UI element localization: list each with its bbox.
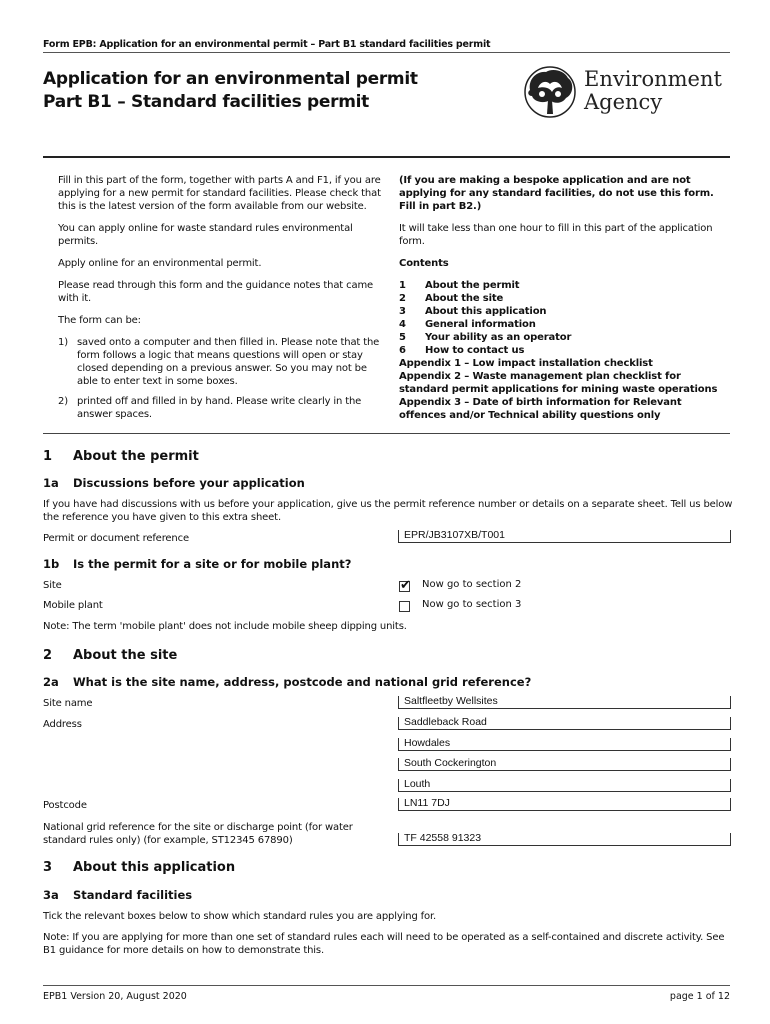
intro-paragraph: Fill in this part of the form, together with parts A and F1, if you are applying for a new permit for standard facilities. Please check that this is the latest version of the form available from our website.	[58, 175, 381, 212]
contents-item[interactable]: 2 About the site	[399, 293, 504, 304]
page-title	[43, 68, 418, 114]
contents-item[interactable]: 6 How to contact us	[399, 345, 525, 356]
appendix-link[interactable]: Appendix 2 – Waste management plan checklist for standard permit applications for mining waste operations	[399, 371, 718, 395]
apply-online-text: Apply online for an environmental permit.	[58, 258, 262, 269]
running-header: Form EPB: Application for an environmental permit – Part B1 standard facilities permit	[43, 39, 491, 50]
question-3a-text: Tick the relevant boxes below to show which standard rules you are applying for.	[43, 911, 437, 922]
appendix-link[interactable]: Appendix 3 – Date of birth information for Relevant offences and/or Technical ability questions only	[399, 397, 682, 421]
site-go-to-note: Now go to section 2	[422, 579, 522, 590]
mobile-plant-go-to-note: Now go to section 3	[422, 599, 522, 610]
tree-emblem-icon	[522, 66, 578, 118]
question-3a-note: Note: If you are applying for more than one set of standard rules each will need to be operated as a self-contained and discrete activity. See B1 guidance for more details on how to demonstrate this.	[43, 932, 725, 956]
site-checkbox[interactable]	[399, 581, 410, 592]
address-line-3-field[interactable]: South Cockerington	[398, 758, 731, 771]
postcode-label: Postcode	[43, 800, 87, 811]
question-1a-text: If you have had discussions with us before your application, give us the permit reference number or details on a separate sheet. Tell us below the reference you have given to this extra sheet.	[43, 499, 733, 523]
bespoke-note: (If you are making a bespoke application and are not applying for any standard facilities, do not use this form. Fill in part B2.)	[399, 175, 714, 212]
contents-list	[399, 279, 729, 422]
intro-paragraph: The form can be:	[58, 315, 141, 326]
postcode-field[interactable]: LN11 7DJ	[398, 798, 731, 811]
site-name-label: Site name	[43, 698, 93, 709]
address-line-1-field[interactable]: Saddleback Road	[398, 717, 731, 730]
permit-reference-field[interactable]: EPR/JB3107XB/T001	[398, 530, 731, 543]
address-label: Address	[43, 719, 82, 730]
list-item: 2) printed off and filled in by hand. Please write clearly in the answer spaces.	[58, 396, 362, 420]
intro-box	[43, 156, 730, 434]
contents-item[interactable]: 3 About this application	[399, 306, 547, 317]
list-item: 1) saved onto a computer and then filled in. Please note that the form follows a logic that means questions will open or stay closed depending on a previous answer. So you may not be able to enter text in some boxes.	[58, 337, 380, 387]
intro-paragraph: You can apply online for waste standard rules environmental permits.	[58, 223, 353, 247]
footer-rule	[43, 985, 730, 986]
contents-heading: Contents	[399, 258, 449, 269]
footer-version: EPB1 Version 20, August 2020	[43, 991, 187, 1002]
question-1b-heading: 1b Is the permit for a site or for mobile plant?	[43, 557, 352, 571]
intro-right-column	[399, 174, 729, 422]
question-3a-heading: 3a Standard facilities	[43, 888, 193, 902]
mobile-plant-option-label: Mobile plant	[43, 600, 103, 611]
mobile-plant-note: Note: The term 'mobile plant' does not include mobile sheep dipping units.	[43, 621, 407, 632]
header-rule	[43, 52, 730, 53]
question-1a-heading: 1a Discussions before your application	[43, 476, 305, 490]
grid-reference-label: National grid reference for the site or discharge point (for water standard rules only) (for example, ST12345 67890)	[43, 822, 353, 846]
question-2a-heading: 2a What is the site name, address, postcode and national grid reference?	[43, 675, 532, 689]
intro-left-column	[58, 174, 388, 428]
section-2-heading: 2 About the site	[43, 648, 178, 663]
contents-item[interactable]: 1 About the permit	[399, 280, 520, 291]
environment-agency-logo	[522, 66, 737, 118]
title-line-1: Application for an environmental permit	[43, 69, 418, 89]
grid-reference-field[interactable]: TF 42558 91323	[398, 833, 731, 846]
site-name-field[interactable]: Saltfleetby Wellsites	[398, 696, 731, 709]
footer-page-number: page 1 of 12	[669, 991, 730, 1002]
logo-wordmark: Environment Agency	[584, 67, 722, 114]
permit-reference-label: Permit or document reference	[43, 533, 189, 544]
section-1-heading: 1 About the permit	[43, 449, 199, 464]
address-line-2-field[interactable]: Howdales	[398, 738, 731, 751]
section-3-heading: 3 About this application	[43, 860, 236, 875]
appendix-link[interactable]: Appendix 1 – Low impact installation checklist	[399, 358, 653, 369]
contents-item[interactable]: 5 Your ability as an operator	[399, 332, 572, 343]
title-line-2: Part B1 – Standard facilities permit	[43, 92, 369, 112]
mobile-plant-checkbox[interactable]	[399, 601, 410, 612]
contents-item[interactable]: 4 General information	[399, 319, 536, 330]
intro-paragraph: Please read through this form and the guidance notes that came with it.	[58, 280, 374, 304]
address-line-4-field[interactable]: Louth	[398, 779, 731, 792]
site-option-label: Site	[43, 580, 62, 591]
time-estimate: It will take less than one hour to fill in this part of the application form.	[399, 223, 713, 247]
